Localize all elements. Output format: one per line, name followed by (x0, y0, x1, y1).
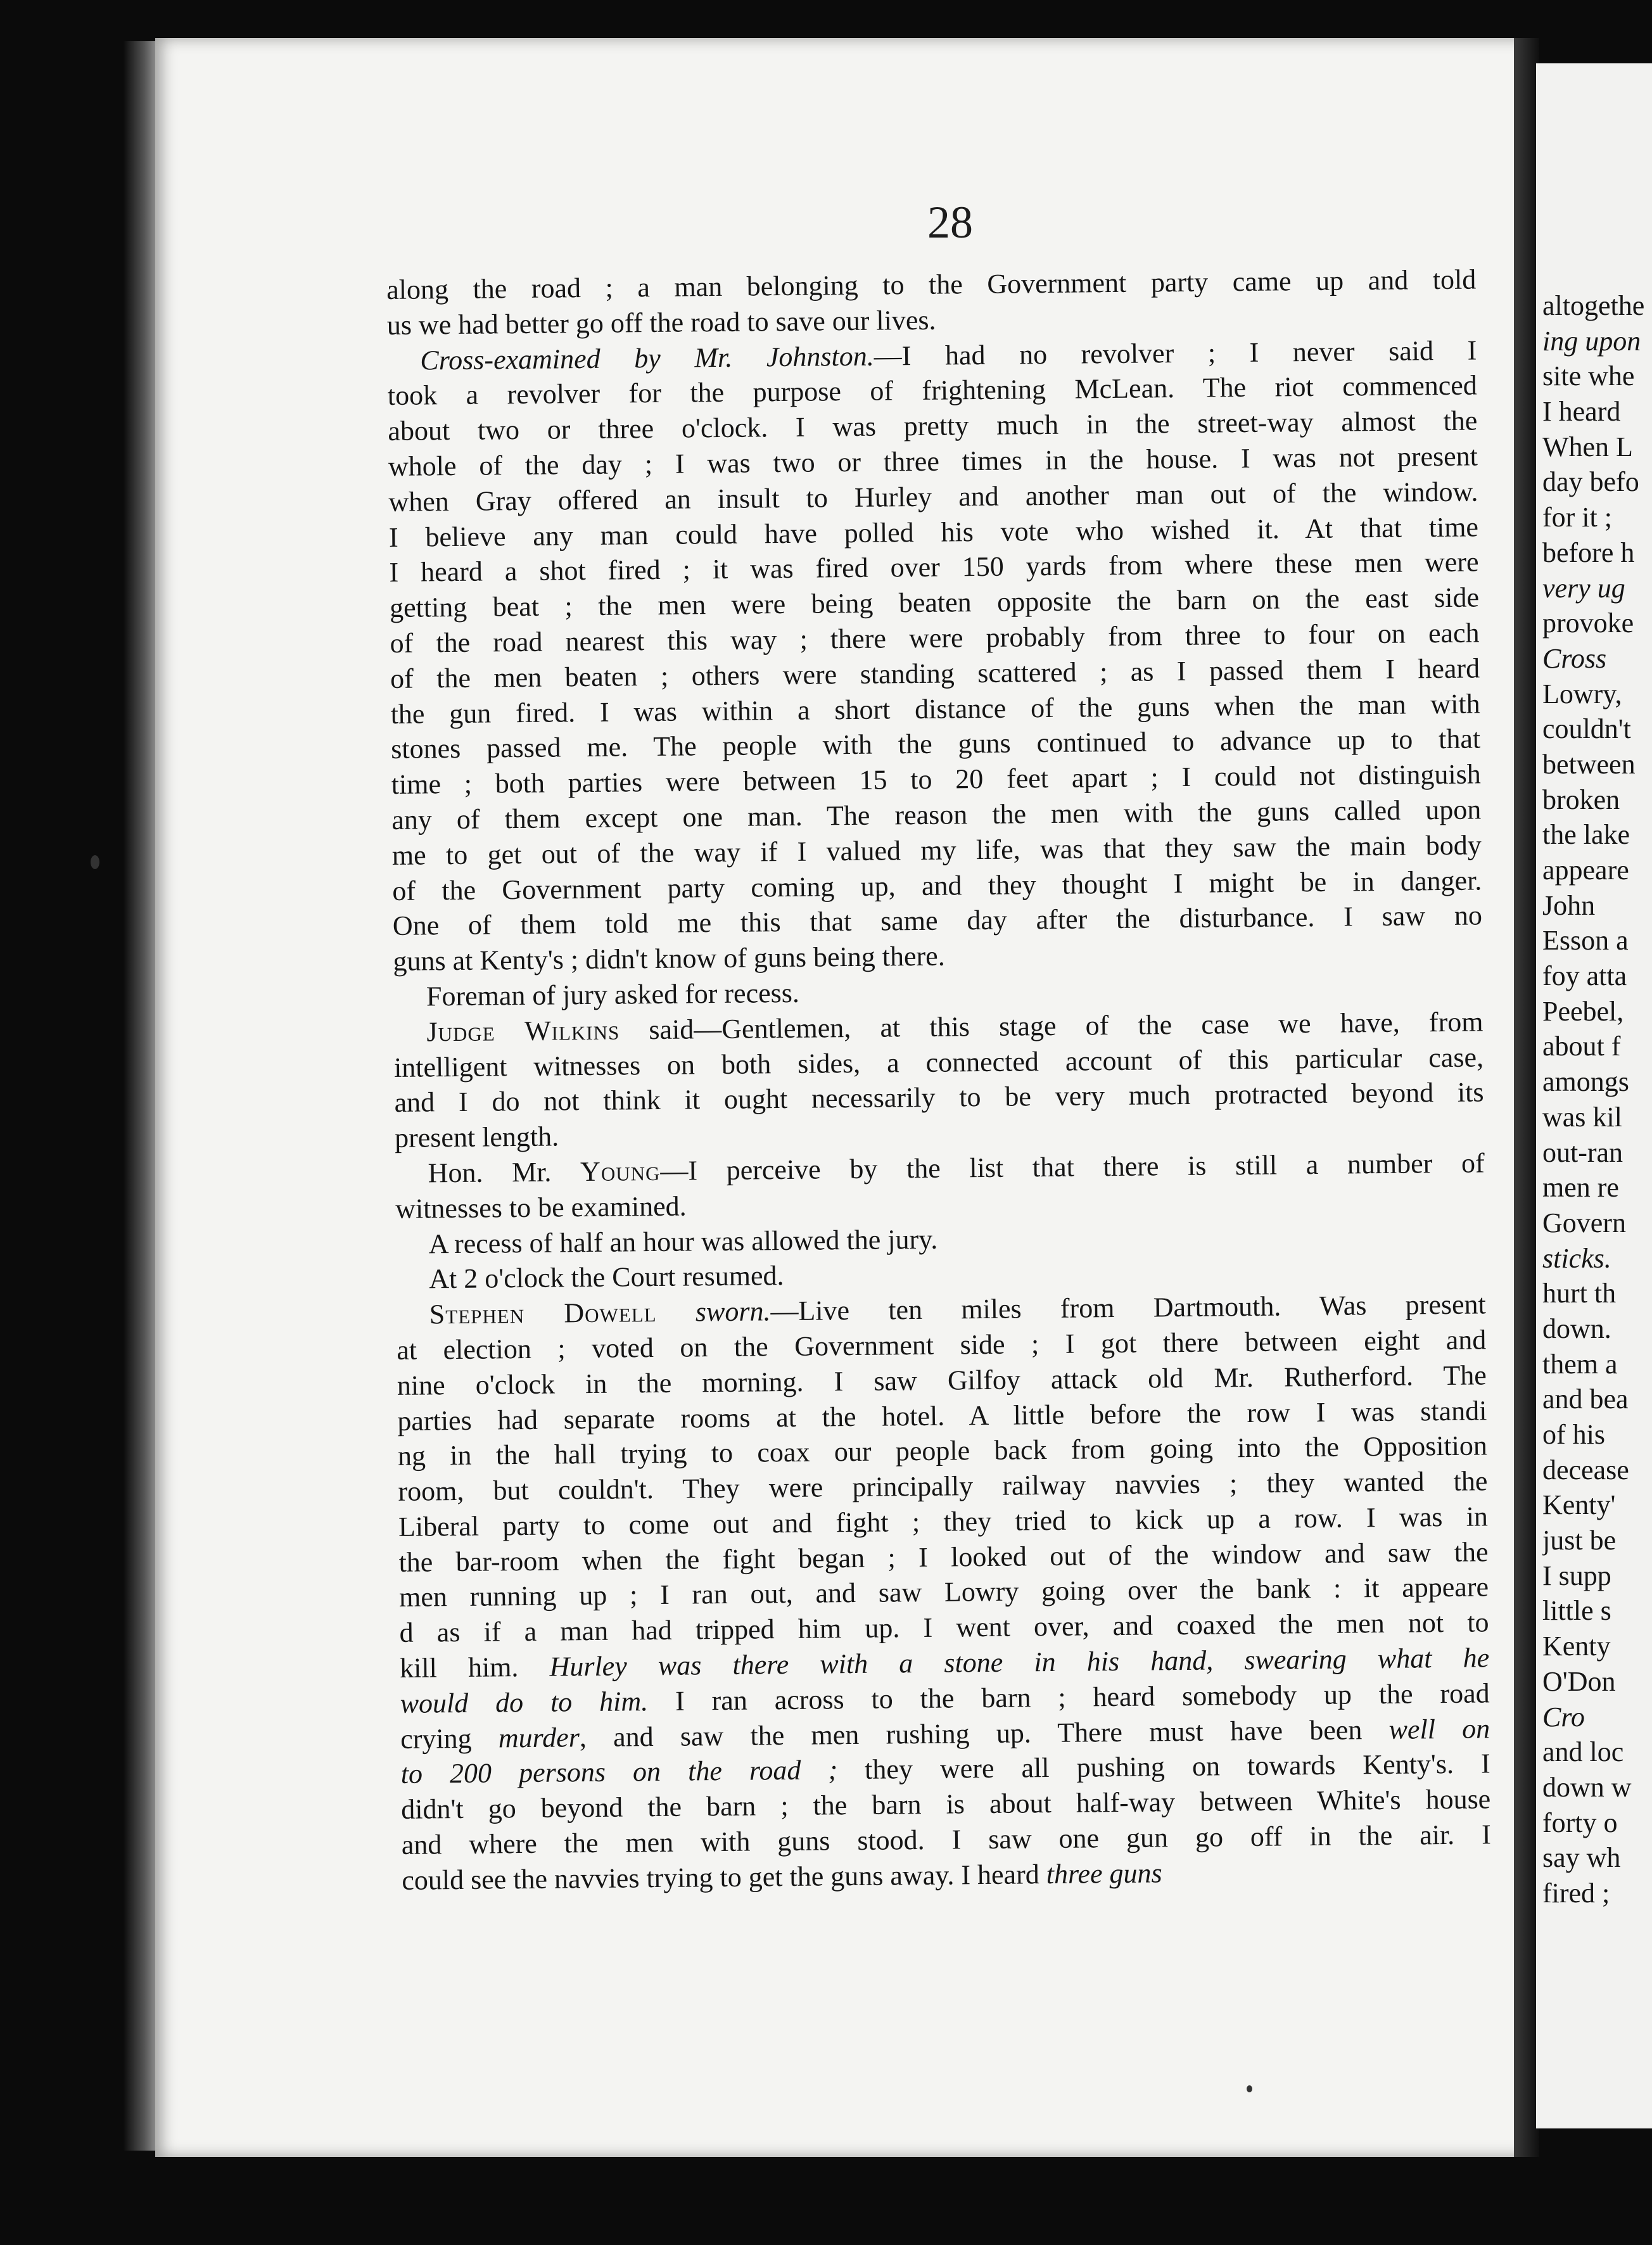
text-line: Foreman of jury asked for recess. (426, 977, 800, 1012)
text-line: whole of the day ; I was two or three times in the house. I was not present (388, 440, 1478, 482)
adjacent-text-line: Kenty (1542, 1631, 1611, 1662)
adjacent-text-line: was kil (1542, 1101, 1622, 1133)
adjacent-text-line: between (1542, 748, 1636, 780)
text-line: Liberal party to come out and fight ; they tried to kick up a row. I was in (398, 1501, 1489, 1542)
adjacent-text-line: amongs (1542, 1066, 1629, 1098)
scan-speck (1247, 2085, 1252, 2092)
text-line: us we had better go off the road to save our lives. (386, 304, 936, 341)
text-line: stones passed me. The people with the guns continued to advance up to that (390, 723, 1481, 765)
adjacent-text-line: little s (1542, 1595, 1611, 1627)
text-line: I heard a shot fired ; it was fired over 150 yards from where these men were (389, 546, 1479, 588)
text-line: guns at Kenty's ; didn't know of guns being there. (393, 940, 945, 977)
adjacent-text-line: Govern (1542, 1207, 1626, 1238)
text-line: I believe any man could have polled his vote who wished it. At that time (388, 511, 1479, 553)
adjacent-text-line: sticks. (1542, 1242, 1611, 1274)
text-line: kill him. Hurley was there with a stone in his hand, swearing what he (399, 1642, 1490, 1684)
book-gutter (1514, 38, 1539, 2157)
adjacent-text-line: the lake (1542, 819, 1630, 851)
text-line: of the men beaten ; others were standing scattered ; as I passed them I heard (390, 652, 1480, 694)
text-line: men running up ; I ran out, and saw Lowry going over the bank : it appeare (398, 1571, 1489, 1613)
text-line: parties had separate rooms at the hotel. A little before the row I was standi (397, 1394, 1487, 1437)
paragraph (395, 1145, 1485, 1226)
adjacent-text-line: O'Don (1542, 1665, 1616, 1697)
text-line: when Gray offered an insult to Hurley and another man out of the window. (388, 476, 1478, 518)
adjacent-text-line: very ug (1542, 572, 1625, 604)
paragraph (393, 1004, 1484, 1156)
adjacent-text-line: hurt th (1542, 1278, 1617, 1309)
text-line: room, but couldn't. They were principally railway navvies ; they wanted the (398, 1465, 1488, 1508)
adjacent-text-line: and loc (1542, 1736, 1624, 1768)
text-line: would do to him. I ran across to the barn ; heard somebody up the road (400, 1677, 1490, 1719)
adjacent-text-line: and bea (1542, 1383, 1629, 1415)
text-line: ng in the hall trying to coax our people back from going into the Opposition (397, 1430, 1488, 1472)
adjacent-text-line: ing upon (1542, 325, 1641, 357)
text-line: could see the navvies trying to get the guns away. I heard three guns (402, 1857, 1162, 1896)
text-line: Cross-examined by Mr. Johnston.—I had no revolver ; I never said I (420, 334, 1477, 376)
adjacent-text-line: When L (1542, 431, 1633, 462)
scan-speck (91, 855, 99, 869)
adjacent-text-line: Cro (1542, 1701, 1585, 1733)
adjacent-text-line: them a (1542, 1348, 1618, 1380)
adjacent-page-text (1542, 288, 1652, 1911)
text-line: getting beat ; the men were being beaten opposite the barn on the east side (389, 582, 1480, 624)
adjacent-text-line: appeare (1542, 855, 1629, 886)
adjacent-text-line: down w (1542, 1771, 1632, 1803)
adjacent-text-line: just be (1542, 1525, 1617, 1556)
adjacent-text-line: down. (1542, 1313, 1611, 1344)
text-line: crying murder, and saw the men rushing up. There must have been well on (400, 1713, 1490, 1755)
text-line: the gun fired. I was within a short distance of the guns when the man with (390, 688, 1480, 730)
adjacent-text-line: site whe (1542, 360, 1635, 392)
text-line: at election ; voted on the Government side ; I got there between eight and (397, 1324, 1487, 1366)
text-line: and where the men with guns stood. I saw one gun go off in the air. I (401, 1819, 1491, 1860)
page-body-text (386, 262, 1492, 1898)
adjacent-text-line: Esson a (1542, 925, 1629, 957)
paragraph (386, 262, 1477, 343)
adjacent-text-line: John (1542, 889, 1596, 921)
adjacent-text-line: couldn't (1542, 713, 1631, 745)
text-line: A recess of half an hour was allowed the jury. (428, 1223, 938, 1259)
adjacent-text-line: broken (1542, 784, 1620, 815)
adjacent-text-line: day befo (1542, 466, 1639, 498)
adjacent-text-line: about f (1542, 1031, 1621, 1062)
adjacent-text-line: altogethe (1542, 290, 1645, 321)
adjacent-text-line: foy atta (1542, 960, 1627, 992)
adjacent-text-line: out-ran (1542, 1136, 1623, 1168)
text-line: nine o'clock in the morning. I saw Gilfoy attack old Mr. Rutherford. The (397, 1359, 1487, 1401)
text-line: along the road ; a man belonging to the Government party came up and told (386, 264, 1477, 305)
text-line: any of them except one man. The reason the men with the guns called upon (391, 794, 1482, 836)
adjacent-text-line: I supp (1542, 1560, 1611, 1591)
adjacent-text-line: I heard (1542, 396, 1621, 428)
text-line: of the Government party coming up, and they thought I might be in danger. (392, 864, 1482, 906)
text-line: intelligent witnesses on both sides, a connected account of this particular case, (393, 1041, 1484, 1083)
text-line: Hon. Mr. Young—I perceive by the list that there is still a number of (428, 1147, 1485, 1189)
adjacent-text-line: decease (1542, 1454, 1629, 1485)
text-line: me to get out of the way if I valued my life, was that they saw the main body (391, 829, 1482, 871)
adjacent-text-line: Peebel, (1542, 995, 1624, 1027)
paragraph (387, 333, 1483, 979)
text-line: about two or three o'clock. I was pretty much in the street-way almost the (388, 405, 1478, 447)
page-number: 28 (927, 197, 973, 248)
text-line: witnesses to be examined. (395, 1190, 687, 1224)
text-line: time ; both parties were between 15 to 20 feet apart ; I could not distinguish (391, 758, 1481, 801)
text-line: didn't go beyond the barn ; the barn is about half-way between White's house (401, 1783, 1491, 1826)
adjacent-text-line: men re (1542, 1172, 1619, 1204)
text-line: took a revolver for the purpose of frightening McLean. The riot commenced (387, 369, 1478, 412)
text-line: and I do not think it ought necessarily to be very much protracted beyond its (394, 1076, 1484, 1119)
text-line: One of them told me this that same day after the disturbance. I saw no (392, 900, 1483, 942)
text-line: Stephen Dowell sworn.—Live ten miles from Dartmouth. Was present (429, 1288, 1486, 1330)
adjacent-text-line: Kenty' (1542, 1489, 1616, 1521)
text-line: d as if a man had tripped him up. I went over, and coaxed the men not to (399, 1606, 1489, 1649)
text-line: of the road nearest this way ; there were probably from three to four on each (390, 617, 1480, 659)
text-line: At 2 o'clock the Court resumed. (429, 1260, 784, 1295)
adjacent-text-line: provoke (1542, 607, 1634, 639)
text-line: the bar-room when the fight began ; I looked out of the window and saw the (398, 1536, 1489, 1578)
adjacent-text-line: Lowry, (1542, 678, 1622, 709)
text-line: to 200 persons on the road ; they were all pushing on towards Kenty's. I (400, 1748, 1490, 1790)
adjacent-text-line: fired ; (1542, 1877, 1610, 1909)
text-line: Judge Wilkins said—Gentlemen, at this stage of the case we have, from (426, 1006, 1484, 1048)
adjacent-text-line: forty o (1542, 1807, 1618, 1838)
adjacent-text-line: Cross (1542, 642, 1607, 674)
adjacent-text-line: say wh (1542, 1842, 1621, 1874)
adjacent-text-line: before h (1542, 537, 1635, 568)
text-line: present length. (394, 1121, 559, 1154)
adjacent-text-line: for it ; (1542, 502, 1612, 533)
paragraph (397, 1287, 1492, 1898)
adjacent-text-line: of his (1542, 1419, 1605, 1450)
